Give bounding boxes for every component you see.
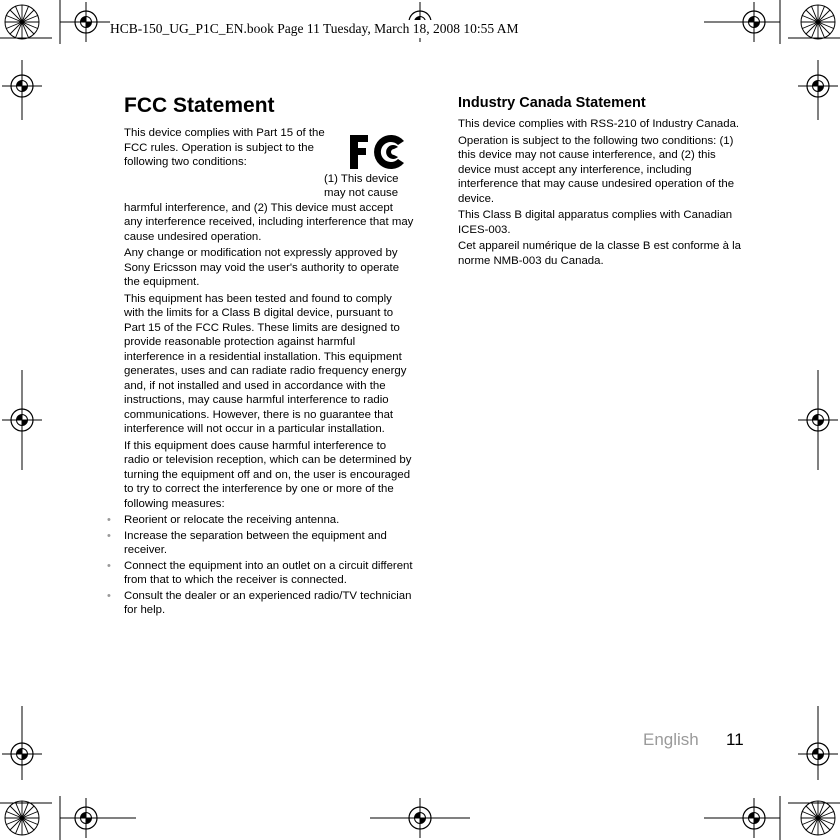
industry-canada-section (458, 94, 748, 270)
print-slug: HCB-150_UG_P1C_EN.book Page 11 Tuesday, March 18, 2008 10:55 AM (110, 20, 670, 38)
list-item: • Increase the separation between the equipment and receiver. (107, 529, 387, 556)
list-item: • Connect the equipment into an outlet on a circuit different from that to which the receiver is connected. (107, 559, 413, 586)
bullet-icon: • (107, 559, 111, 572)
fcc-paragraph-2: (1) This device may not cause harmful interference, and (2) This device must accept any interference received, including interference that may cause undesired operation. (124, 172, 414, 243)
ic-paragraph-2: Operation is subject to the following two conditions: (1) this device may not cause interference, and (2) this device must accept any interference, including interference that may cause undesired operation of the device. (458, 134, 735, 205)
fcc-logo-text: FC (346, 129, 348, 130)
ic-paragraph-3: This Class B digital apparatus complies with Canadian ICES-003. (458, 209, 733, 236)
fcc-paragraph-5: If this equipment does cause harmful interference to radio or television reception, which can be determined by turning the equipment off and on, the user is encouraged to try to correct the interference by one or more of the following measures: (124, 439, 412, 510)
bullet-icon: • (107, 514, 111, 526)
fcc-statement-title: FCC Statement (124, 94, 275, 117)
page-number: 11 (726, 730, 744, 749)
fcc-paragraph-3: Any change or modification not expressly approved by Sony Ericsson may void the user's authority to operate the equipment. (124, 247, 400, 288)
ic-paragraph-4: Cet appareil numérique de la classe B est conforme à la norme NMB-003 du Canada. (458, 240, 742, 267)
fcc-statement-section (107, 92, 414, 619)
footer-language: English (643, 730, 699, 749)
industry-canada-title: Industry Canada Statement (458, 95, 646, 111)
list-item: • Consult the dealer or an experienced radio/TV technician for help. (107, 589, 412, 616)
fcc-paragraph-4: This equipment has been tested and found to comply with the limits for a Class B digital device, pursuant to Part 15 of the FCC Rules. These limits are designed to provide reasonable protection against harmful interference in a residential installation. This equipment generates, uses and can radiate radio frequency energy and, if not installed and used in accordance with the instructions, may cause harmful interference to radio communications. However, there is no guarantee that interference will not occur in a particular installation. (124, 292, 407, 435)
ic-paragraph-1: This device complies with RSS-210 of Industry Canada. (458, 118, 740, 130)
bullet-icon: • (107, 529, 111, 542)
list-item: • Reorient or relocate the receiving antenna. (107, 514, 340, 526)
fcc-paragraph-1: This device complies with Part 15 of the FCC rules. Operation is subject to the following two conditions: (124, 127, 325, 168)
fcc-measures-list (107, 513, 414, 618)
bullet-icon: • (107, 589, 111, 602)
